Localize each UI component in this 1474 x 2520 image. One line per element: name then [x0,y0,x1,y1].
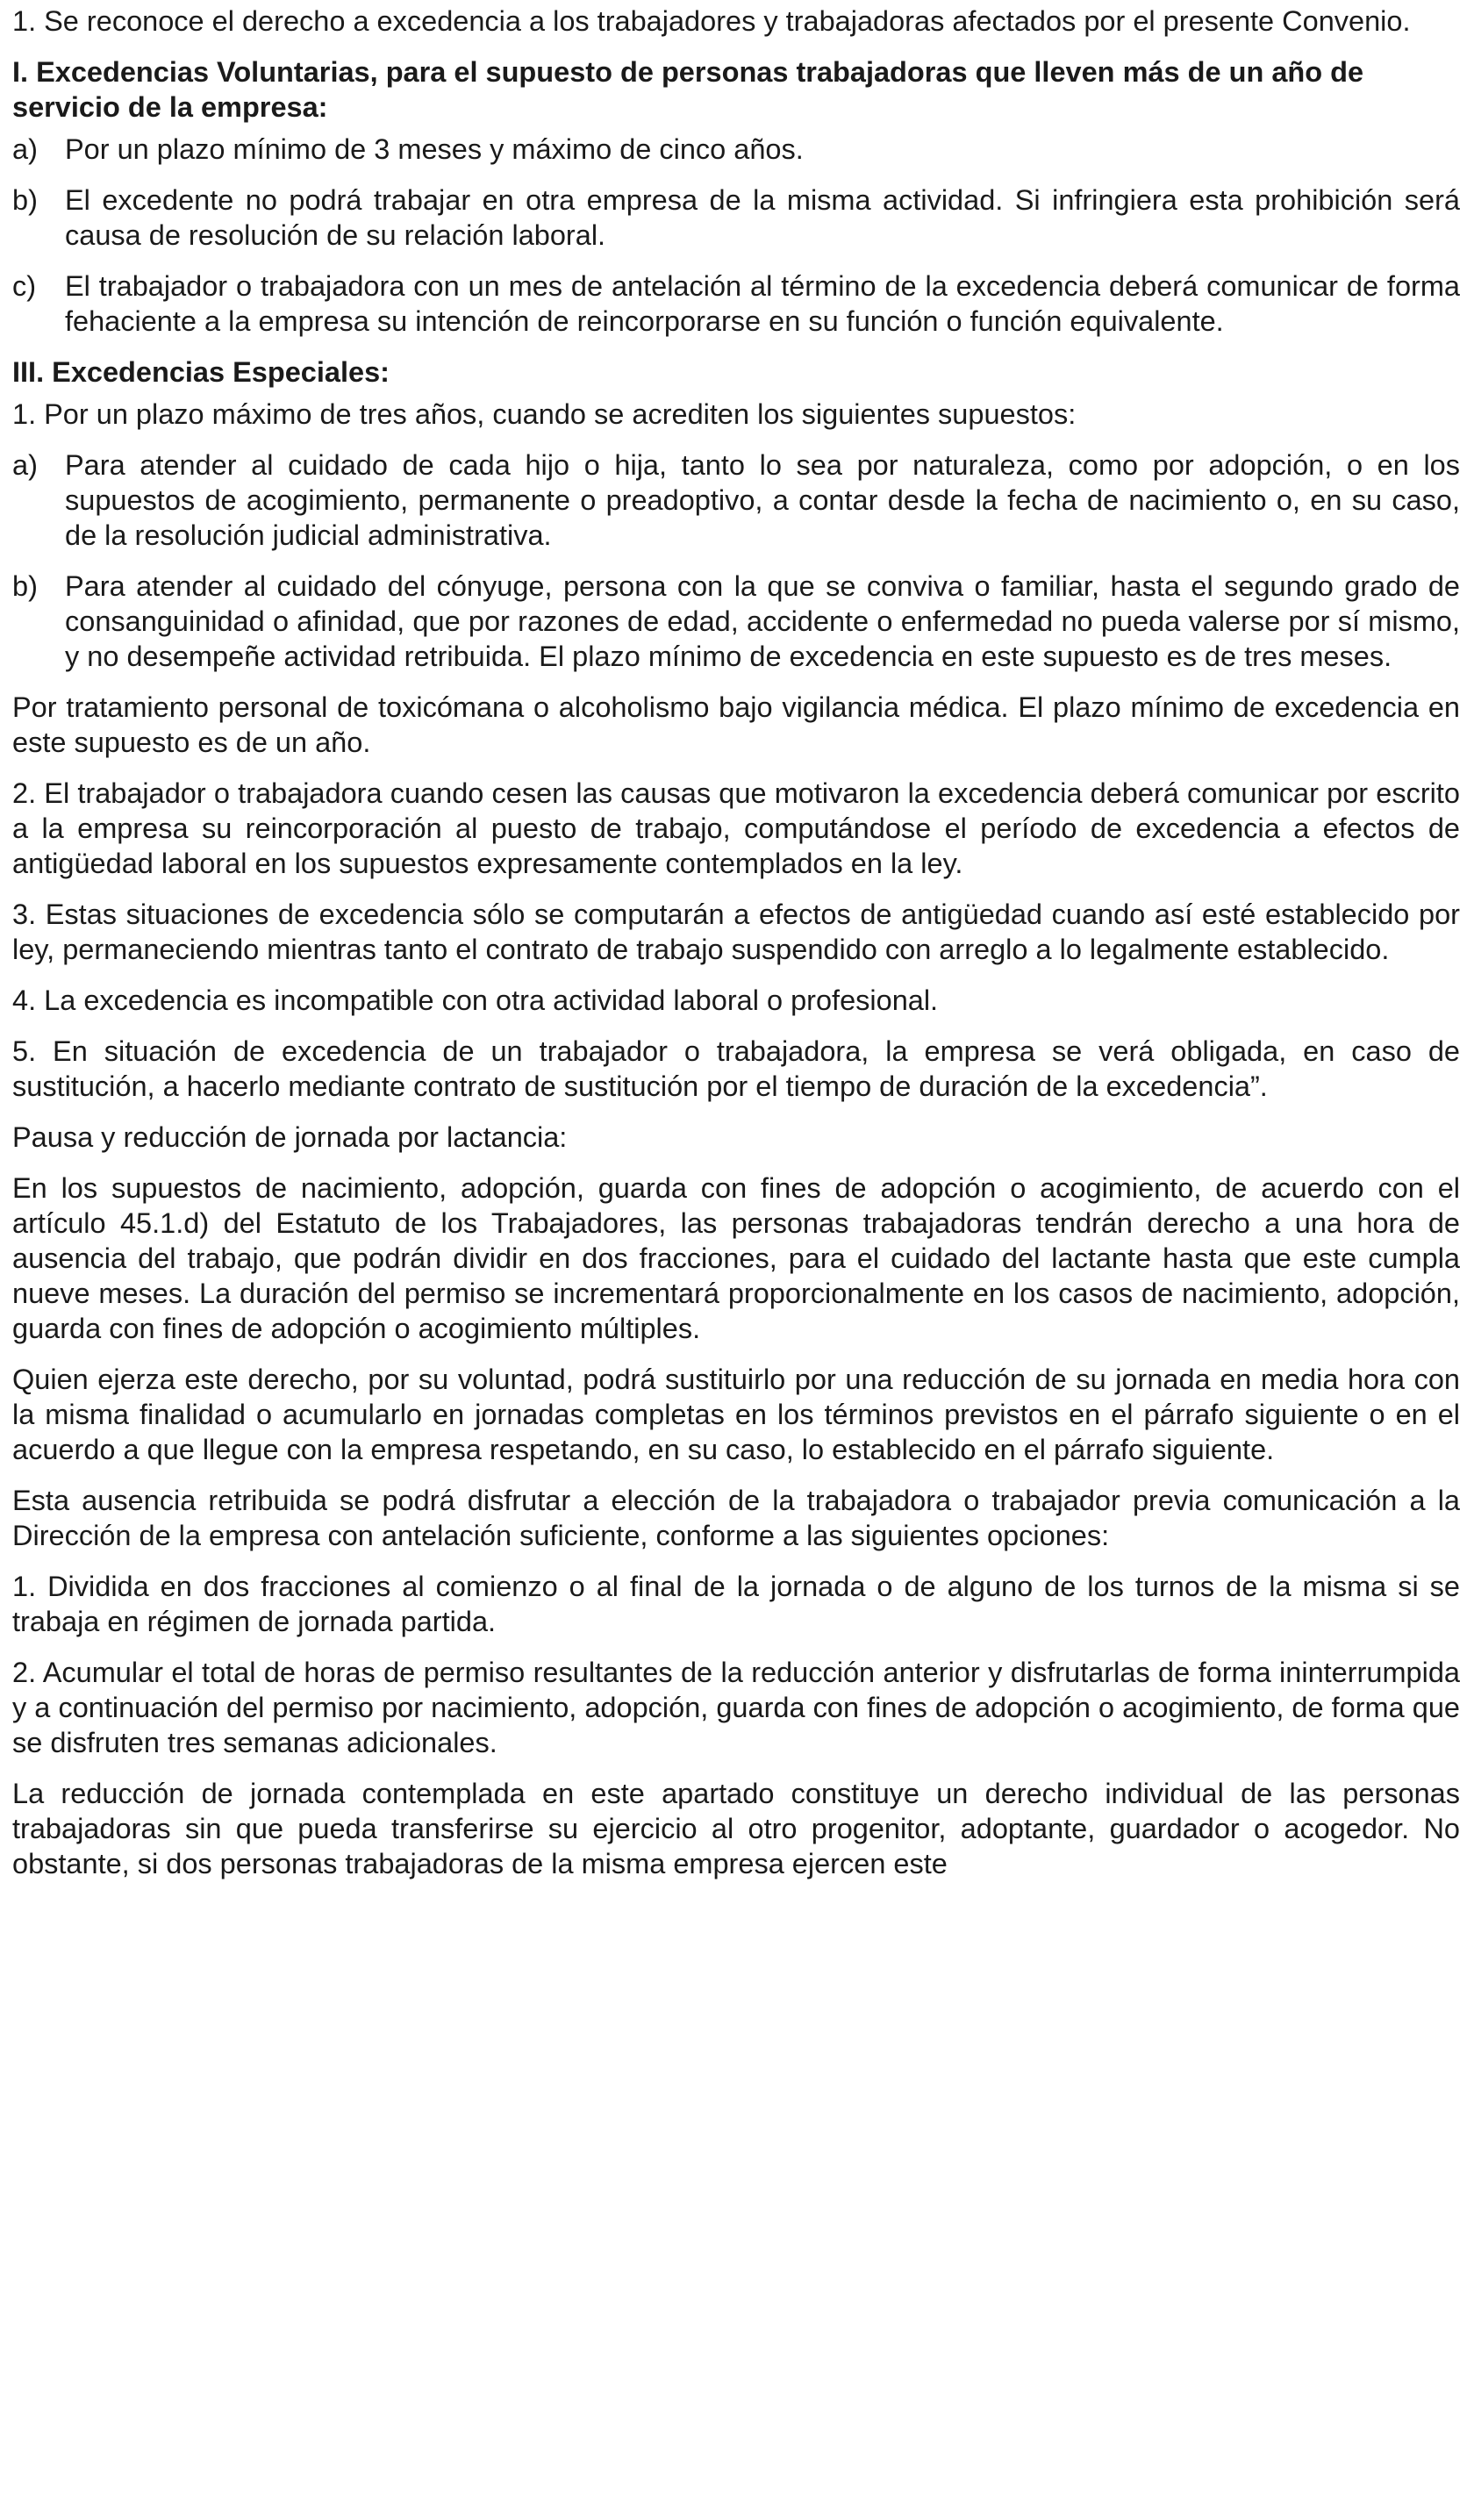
list-item-voluntary-a [12,132,1460,167]
paragraph-final: La reducción de jornada contemplada en este apartado constituye un derecho individual de las personas trabajadoras sin que pueda transferirse su ejercicio al otro progenitor, adoptante, guardador o acogedor. No obstante, si dos personas trabajadoras de la misma empresa ejercen este [12,1778,1460,1879]
list-item-voluntary-c [12,268,1460,339]
paragraph-special-1: 1. Por un plazo máximo de tres años, cuando se acrediten los siguientes supuestos: [12,398,1077,430]
list-item-special-b [12,569,1460,674]
list-marker: a) [12,449,38,481]
paragraph-special-5: 5. En situación de excedencia de un trabajador o trabajadora, la empresa se verá obligada, en caso de sustitución, a hacerlo mediante contrato de sustitución por el tiempo de duración de la excedencia”. [12,1035,1460,1102]
list-item-voluntary-b [12,183,1460,253]
paragraph-lactation-1: En los supuestos de nacimiento, adopción, guarda con fines de adopción o acogimiento, de acuerdo con el artículo 45.1.d) del Estatuto de los Trabajadores, las personas trabajadoras tendrán derecho a una hora de ausencia del trabajo, que podrán dividir en dos fracciones, para el cuidado del lactante hasta que este cumpla nueve meses. La duración del permiso se incrementará proporcionalmente en los casos de nacimiento, adopción, guarda con fines de adopción o acogimiento múltiples. [12,1172,1460,1344]
list-marker: a) [12,133,38,165]
list-item-text: El trabajador o trabajadora con un mes de antelación al término de la excedencia deberá comunicar de forma fehaciente a la empresa su intención de reincorporarse en su función o función equivalente. [65,270,1460,337]
list-marker: b) [12,184,38,216]
paragraph-option-2: 2. Acumular el total de horas de permiso resultantes de la reducción anterior y disfrutarlas de forma ininterrumpida y a continuación del permiso por nacimiento, adopción, guarda con fines de adopción o acogimiento, de forma que se disfruten tres semanas adicionales. [12,1657,1460,1758]
paragraph-intro: 1. Se reconoce el derecho a excedencia a los trabajadores y trabajadoras afectados por el presente Convenio. [12,5,1411,37]
list-item-text: Para atender al cuidado del cónyuge, persona con la que se conviva o familiar, hasta el segundo grado de consanguinidad o afinidad, que por razones de edad, accidente o enfermedad no pueda valerse por sí mismo, y no desempeñe actividad retribuida. El plazo mínimo de excedencia en este supuesto es de tres meses. [65,570,1460,672]
paragraph-option-1: 1. Dividida en dos fracciones al comienzo o al final de la jornada o de alguno de los turnos de la misma si se trabaja en régimen de jornada partida. [12,1571,1460,1637]
document-page [12,4,1460,1897]
list-marker: b) [12,570,38,602]
paragraph-special-2: 2. El trabajador o trabajadora cuando cesen las causas que motivaron la excedencia deberá comunicar por escrito a la empresa su reincorporación al puesto de trabajo, computándose el período de excedencia a efectos de antigüedad laboral en los supuestos expresamente contemplados en la ley. [12,777,1460,879]
paragraph-special-3: 3. Estas situaciones de excedencia sólo se computarán a efectos de antigüedad cuando así esté establecido por ley, permaneciendo mientras tanto el contrato de trabajo suspendido con arreglo a lo legalmente establecido. [12,898,1460,965]
list-item-text: Para atender al cuidado de cada hijo o hija, tanto lo sea por naturaleza, como por adopción, o en los supuestos de acogimiento, permanente o preadoptivo, a contar desde la fecha de nacimiento o, en su caso, de la resolución judicial administrativa. [65,449,1460,551]
heading-special-leave: III. Excedencias Especiales: [12,356,390,388]
list-marker: c) [12,270,37,302]
paragraph-lactation-title: Pausa y reducción de jornada por lactancia: [12,1121,568,1153]
list-item-text: El excedente no podrá trabajar en otra empresa de la misma actividad. Si infringiera esta prohibición será causa de resolución de su relación laboral. [65,184,1460,251]
paragraph-special-4: 4. La excedencia es incompatible con otra actividad laboral o profesional. [12,984,939,1016]
list-item-text: Por un plazo mínimo de 3 meses y máximo de cinco años. [65,133,804,165]
list-item-special-a [12,447,1460,553]
paragraph-lactation-2: Quien ejerza este derecho, por su voluntad, podrá sustituirlo por una reducción de su jornada en media hora con la misma finalidad o acumularlo en jornadas completas en los términos previstos en el párrafo siguiente o en el acuerdo a que llegue con la empresa respetando, en su caso, lo establecido en el párrafo siguiente. [12,1364,1460,1465]
paragraph-lactation-3: Esta ausencia retribuida se podrá disfrutar a elección de la trabajadora o trabajador previa comunicación a la Dirección de la empresa con antelación suficiente, conforme a las siguientes opciones: [12,1485,1460,1551]
heading-voluntary-leave: I. Excedencias Voluntarias, para el supuesto de personas trabajadoras que lleven más de un año de servicio de la empresa: [12,56,1364,123]
paragraph-toxicomana: Por tratamiento personal de toxicómana o alcoholismo bajo vigilancia médica. El plazo mínimo de excedencia en este supuesto es de un año. [12,691,1460,758]
